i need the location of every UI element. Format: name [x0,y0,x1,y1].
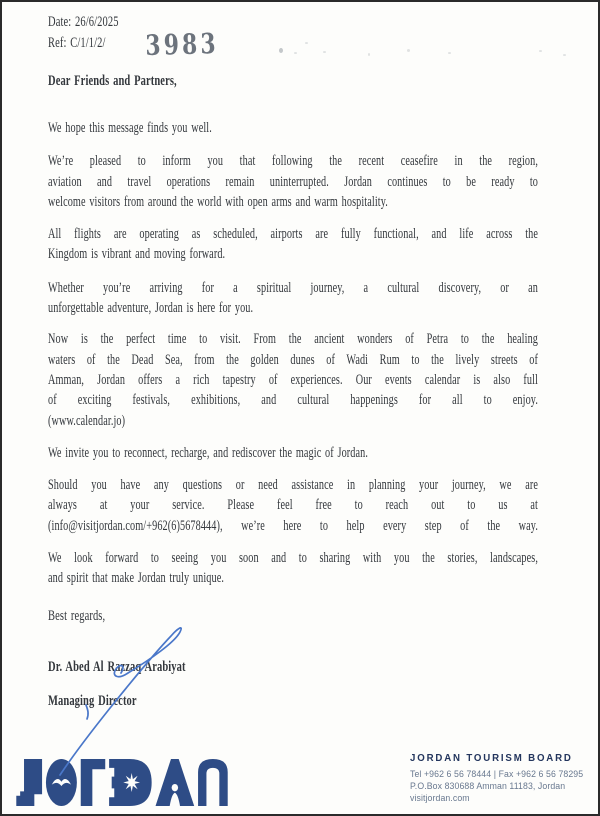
letter-line: We invite you to reconnect, recharge, and rediscover the magic of Jordan. [48,444,369,461]
ref-value: C/1/1/2/ [70,35,106,51]
logo-star-icon [123,773,140,792]
website-line: visitjordan.com [410,793,470,804]
paragraph [48,548,538,589]
letter-line: We look forward to seeing you soon and to sharing with you the stories, landscapes, [48,550,538,567]
date-label: Date: [48,14,72,30]
letter-line: (www.calendar.jo) [48,412,126,429]
letter-line: We hope this message finds you well. [48,120,212,136]
letter-line: Amman, Jordan offers a rich tapestry of experiences. Our events calendar is also full [48,371,538,388]
letter-line: Whether you’re arriving for a spiritual journey, a cultural discovery, or an [48,279,538,296]
scan-speck [368,53,370,56]
letter-line: Now is the perfect time to visit. From the ancient wonders of Petra to the healing [48,331,538,348]
logo-figure-icon [172,784,178,791]
paragraph [48,118,538,138]
paragraph [48,224,538,265]
paragraph [48,151,538,212]
closing: Best regards, [48,607,106,624]
letter-line: aviation and travel operations remain uninterrupted. Jordan continues to be ready to [48,173,538,190]
logo-letter-n [198,759,228,806]
letter-line: waters of the Dead Sea, from the golden dunes of Wadi Rum to the lively streets of [48,351,538,368]
date-value: 26/6/2025 [75,14,119,30]
letter-body [48,2,538,712]
scan-speck [294,52,297,54]
salutation: Dear Friends and Partners, [48,73,177,89]
letter-line: of exciting festivals, exhibitions, and cultural happenings for all to enjoy. [48,392,538,409]
paragraph [48,278,538,319]
tel-fax-line: Tel +962 6 56 78444 | Fax +962 6 56 78295 [410,769,584,780]
letter-line: welcome visitors from around the world with open arms and warm hospitality. [48,193,388,210]
scan-speck [539,50,542,52]
logo-letter-j [16,759,42,806]
ref-label: Ref: [48,35,67,51]
signatory-title: Managing Director [48,692,137,709]
scan-speck [448,52,451,54]
scan-speck [323,51,326,53]
letter-line: Kingdom is vibrant and moving forward. [48,246,226,263]
org-name: JORDAN TOURISM BOARD [410,752,573,764]
letter-line: (info@visitjordan.com/+962(6)5678444), we’re here to help every step of the way. [48,517,538,534]
scan-speck [563,54,566,56]
scan-speck [407,49,410,52]
letter-line: unforgettable adventure, Jordan is here for you. [48,300,254,317]
letter-line: Should you have any questions or need assistance in planning your journey, we are [48,477,538,494]
scan-speck [279,48,283,53]
logo-letter-r [81,759,105,806]
letter-line: We’re pleased to inform you that following the recent ceasefire in the region, [48,153,538,170]
jordan-logo [15,759,229,806]
address-line: P.O.Box 830688 Amman 11183, Jordan [410,781,566,792]
paragraph [48,475,538,536]
date-line [48,12,538,33]
paragraph [48,329,538,430]
signatory-name: Dr. Abed Al Razzaq Arabiyat [48,658,186,675]
footer-contact-block [410,752,594,805]
letter-line: always at your service. Please feel free to reach out to us at [48,497,538,514]
letter-line: All flights are operating as scheduled, airports are fully functional, and life across the [48,226,538,243]
letter-line: and spirit that make Jordan truly unique. [48,570,225,587]
reference-stamp: 3983 [145,27,220,62]
ref-line [48,33,538,54]
scan-speck [305,42,308,44]
paragraph [48,443,538,463]
